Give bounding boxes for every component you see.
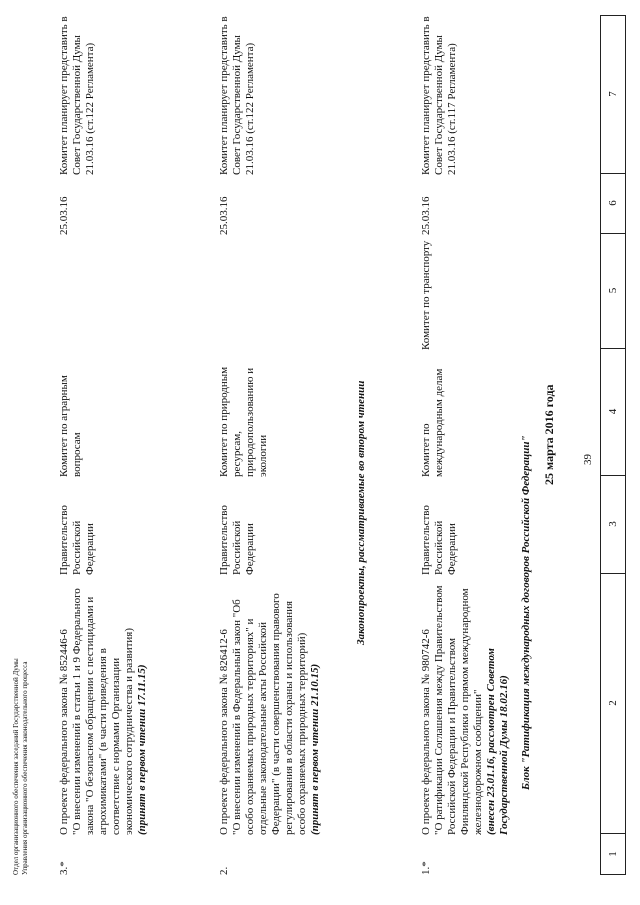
bill-note: (принят в первом чтении 21.10.15) [309, 663, 321, 835]
co-committee: Комитет по транспорту [420, 240, 432, 350]
date: 25.03.16 [58, 196, 70, 235]
bill-title: О проекте федерального закона № 852446-6 [58, 629, 70, 835]
remark: Комитет планирует представить в Совет Государственной Думы 21.03.16 (ст.122 Регламента) [218, 16, 256, 175]
column-number-4: 4 [601, 348, 625, 476]
column-number-2: 2 [601, 573, 625, 834]
date-title: 25 марта 2016 года [542, 384, 556, 485]
row-number: 2. [218, 866, 230, 875]
bill-description [58, 585, 149, 835]
date: 25.03.16 [420, 196, 432, 235]
bill-text: "О внесении изменений в статьи 1 и 9 Федерального закона "О безопасном обращении с пестицидами и агрохимикатами" (в части приведения в соответствие с нормами Организации экономического сотрудничества и развития) [71, 588, 135, 835]
footer-line-2: Управления организационного обеспечения законодательного процесса [21, 661, 29, 875]
column-number-7: 7 [601, 15, 625, 174]
column-number-header [600, 15, 626, 875]
section-title-second-reading: Законопроекты, рассматриваемые во втором чтении [355, 380, 367, 645]
section-title-ratification: Блок "Ратификация международных договоров Российской Федерации" [520, 435, 532, 790]
column-number-6: 6 [601, 173, 625, 234]
footer [12, 658, 30, 875]
remark: Комитет планирует представить в Совет Государственной Думы 21.03.16 (ст.117 Регламента) [420, 16, 458, 175]
page-number: 39 [582, 454, 594, 465]
initiator: Правительство Российской Федерации [218, 505, 256, 575]
remark: Комитет планирует представить в Совет Государственной Думы 21.03.16 (ст.122 Регламента) [58, 16, 96, 175]
responsible-committee: Комитет по природным ресурсам, природопользованию и экологии [218, 366, 269, 477]
responsible-committee: Комитет по аграрным вопросам [58, 375, 83, 477]
row-number: 3.* [58, 861, 70, 875]
bill-description [420, 585, 511, 835]
bill-note: (внесен 23.01.16, рассмотрен Советом Государственной Думы 18.02.16) [485, 648, 510, 835]
initiator: Правительство Российской Федерации [58, 505, 96, 575]
bill-title: О проекте федерального закона № 980742-6 [420, 629, 432, 835]
bill-description [218, 585, 322, 835]
row-number: 1.* [420, 861, 432, 875]
column-number-3: 3 [601, 475, 625, 574]
responsible-committee: Комитет по международным делам [420, 368, 445, 477]
column-number-1: 1 [607, 851, 619, 857]
date: 25.03.16 [218, 196, 230, 235]
footer-line-1: Отдел организационного обеспечения заседаний Государственной Думы [12, 658, 20, 875]
bill-note: (принят в первом чтении 17.11.15) [136, 664, 148, 835]
bill-text: "О внесении изменений в Федеральный закон "Об особо охраняемых природных территориях" и отдельные законодательные акты Российской Федерации" (в части совершенствования правового регулирования в области охраны и использования особо охраняемых природных территорий) [231, 593, 308, 835]
bill-text: "О ратификации Соглашения между Правительством Российской Федерации и Правительством Финляндской Республики о прямом международном железнодорожном сообщении" [433, 585, 484, 835]
column-number-5: 5 [601, 233, 625, 349]
bill-title: О проекте федерального закона № 826412-6 [218, 629, 230, 835]
initiator: Правительство Российской Федерации [420, 505, 458, 575]
